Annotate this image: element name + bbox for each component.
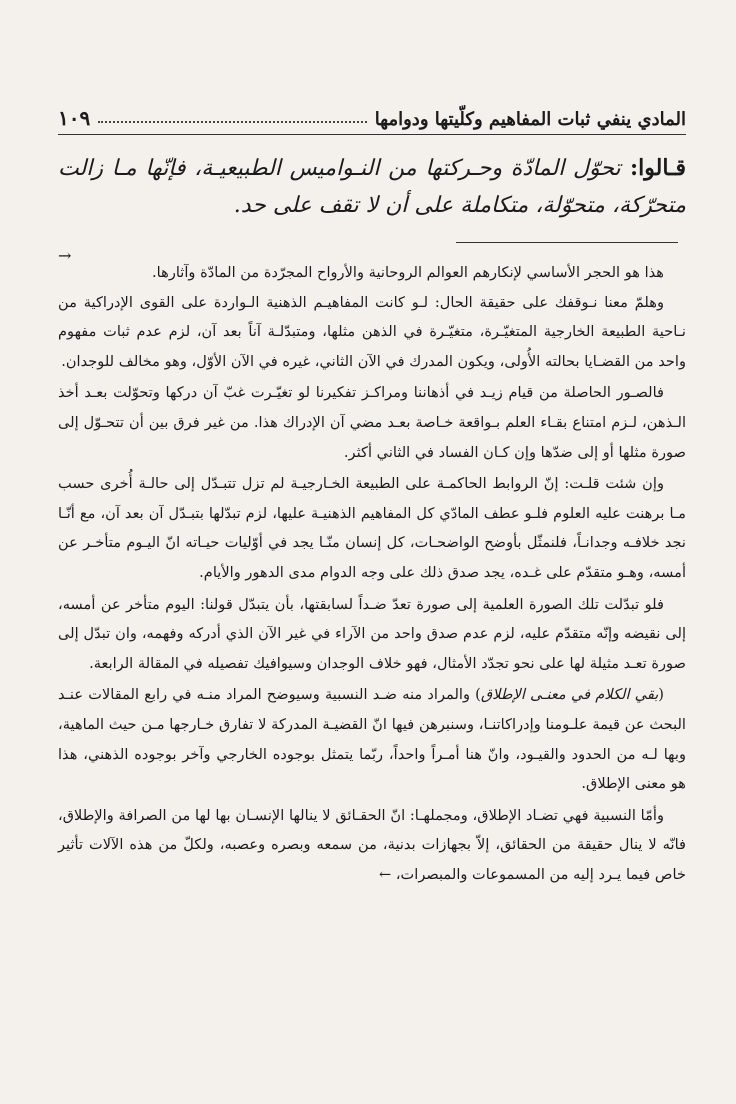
leader-dots [98,121,366,123]
footnote-6-text: ) والمراد منه ضـد النسبية وسيوضح المراد منـه في رابع المقالات عنـد البحث عن قيمة علـومنا وإدراكاتنـا، وسنبرهن فيها انّ القضيـة المدركة لا تفارق خـارجها مـن حيث الماهية، وبها لـه من الحدود والقيـود، وانّ هنا أمـراً واحداً، ربّما يتمثل بوجوده الخارجي وآخر بوجوده الذهني، هذا هو معنى الإطلاق. [58,686,686,793]
page-number: ١٠٩ [58,106,91,130]
footnote-6-quote: بقي الكلام في معنـى الإطلاق [480,686,659,704]
footnote-paragraph-4: وإن شئت قلـت: إنّ الروابط الحاكمـة على الطبيعة الخـارجيـة لم تزل تتبـدّل إلى حالـة أُخرى حسب مـا برهنت عليه العلوم فلـو عطف المادّي كل المفاهيم الذهنيـة عليها، لزم تبدّلها بتبـدّل آن بعد آن، مع أنّـا نجد خلافـه وجدانـاً، فلنمثّل بأوضح الواضحـات، كل إنسان منّـا يجد في أوّليات حيـاته انّ اليـوم متأخـر عن أمسه، وهـو متقدّم على غـده، يجد صدق ذلك على وجه الدوام مدى الدهور والأيام. [58,475,686,581]
footnote-6-open-paren: ( [658,686,664,704]
footnote-continuation-arrow: → [58,246,72,265]
footnote-paragraph-6 [58,680,686,798]
footnote-separator [456,242,678,243]
header-rule [58,134,686,135]
running-title: المادي ينفي ثبات المفاهيم وكلّيتها ودوامها [374,109,686,130]
footnote-paragraph-3: فالصـور الحاصلة من قيام زيـد في أذهاننا ومراكـز تفكيرنا لو تغيّـرت غبّ آن دركها وتحوّلت بعـد أخذ الـذهن، لـزم امتناع بقـاء العلم بـواقعة خـاصة بعـد مضي آن الإدراك هذا. من غير فرق بين أن تتحـوّل إلى صورة مثلها أو إلى ضدّها وإن كـان الفساد في الثاني أكثر. [58,384,687,461]
running-header [58,96,686,130]
main-lead: قـالوا: [620,155,686,181]
footnotes [58,258,686,889]
footnote-paragraph-2: وهلمّ معنا نـوقفك على حقيقة الحال: لـو كانت المفاهيـم الذهنية الـواردة على القوى الإدراكية من نـاحية الطبيعة الخارجية المتغيّـرة، متغيّـرة في الذهن مثلها، ومتبدّلـة آناً بعد آن، لزم عدم ثبات مفهوم واحد من القضـايا بحالته الأُولى، ويكون المدرك في الآن الثاني، غيره في الآن الأوّل، وهو مخالف للوجدان. [58,293,686,370]
main-paragraph [58,150,686,224]
footnote-paragraph-1: هذا هو الحجر الأساسي لإنكارهم العوالم الروحانية والأرواح المجرّدة من المادّة وآثارها. [152,264,664,281]
footnote-paragraph-7: وأمّا النسبية فهي تضـاد الإطلاق، ومجملهـا: انّ الحقـائق لا ينالها الإنسـان بها لها من الصرافة والإطلاق، فانّه لا ينال حقيقة من الحقائق، إلاّ بجهازات بدنية، من سمعه وبصره وعصبه، ولكلّ من هذه الآلات تأثير خاص فيما يـرد إليه من المسموعات والمبصرات، ← [58,806,686,883]
main-text [58,150,686,224]
main-quote: تحوّل المادّة وحـركتها من النـواميس الطبيعيـة، فإنّها مـا زالت متحرّكة، متحوّلة، متكاملة على أن لا تقف على حد. [58,156,686,218]
footnote-paragraph-5: فلو تبدّلت تلك الصورة العلمية إلى صورة تعدّ ضـداً لسابقتها، بأن يتبدّل قولنا: اليوم متأخر عن أمسه، إلى نقيضه وإنّه متقدّم عليه، لزم عدم صدق واحد من الآراء في غير الآن الذي أدركه وفهمه، وان تبدّل إلى صورة تعـد مثيلة لها على نحو تجدّد الأمثال، فهو خلاف الوجدان وسيوافيك تفصيله في المقالة الرابعة. [58,595,686,672]
